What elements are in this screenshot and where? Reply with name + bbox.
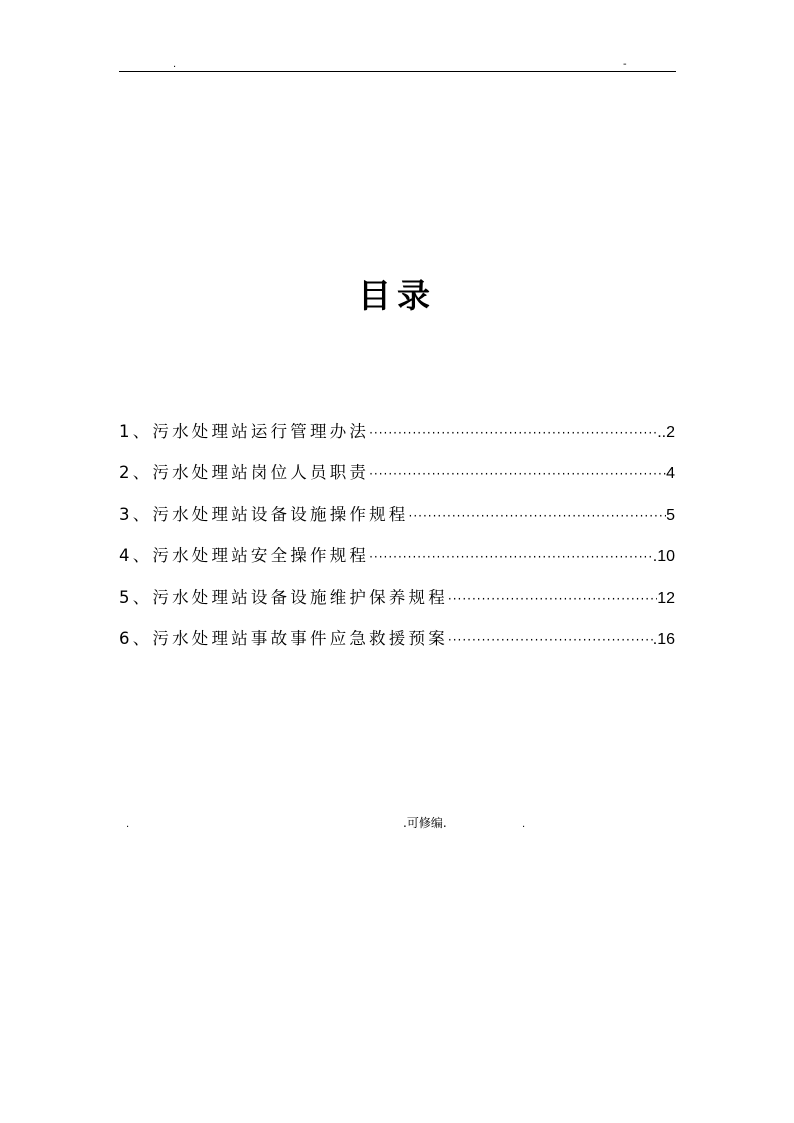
toc-entry-page: ..2 <box>657 424 675 441</box>
toc-dot-leader <box>369 467 666 481</box>
header-right-mark: - <box>623 59 627 70</box>
toc-entry-label: 1、污水处理站运行管理办法 <box>119 422 370 441</box>
toc-entry[interactable] <box>119 501 675 542</box>
toc-dot-leader <box>448 633 653 647</box>
toc-dot-leader <box>369 426 657 440</box>
toc-entry-page: 5 <box>666 506 675 524</box>
toc-entry-page: .10 <box>652 548 675 566</box>
toc-entry-label: 2、污水处理站岗位人员职责 <box>119 463 370 483</box>
page-title: 目录 <box>358 276 436 315</box>
toc-entry-page: 4 <box>666 465 675 483</box>
toc-entry[interactable] <box>119 584 675 625</box>
table-of-contents <box>119 418 675 666</box>
header-left-mark: . <box>173 59 177 70</box>
toc-entry-label: 3、污水处理站设备设施操作规程 <box>119 504 409 524</box>
toc-entry[interactable] <box>119 459 675 500</box>
footer-left-mark: . <box>126 819 130 830</box>
toc-entry-label: 6、污水处理站事故事件应急救援预案 <box>119 628 448 648</box>
footer-right-mark: . <box>522 819 526 830</box>
toc-dot-leader <box>409 509 667 523</box>
toc-entry-page: .16 <box>652 630 675 648</box>
toc-entry-page: 12 <box>657 589 675 607</box>
toc-entry[interactable] <box>119 625 675 666</box>
toc-entry-label: 4、污水处理站安全操作规程 <box>119 546 370 566</box>
toc-entry-label: 5、污水处理站设备设施维护保养规程 <box>119 587 448 607</box>
toc-entry[interactable] <box>119 542 675 583</box>
toc-entry[interactable] <box>119 418 675 459</box>
toc-dot-leader <box>448 592 657 606</box>
footer-text: .可修编. <box>403 816 447 830</box>
header-rule <box>119 71 676 72</box>
toc-dot-leader <box>369 550 653 564</box>
